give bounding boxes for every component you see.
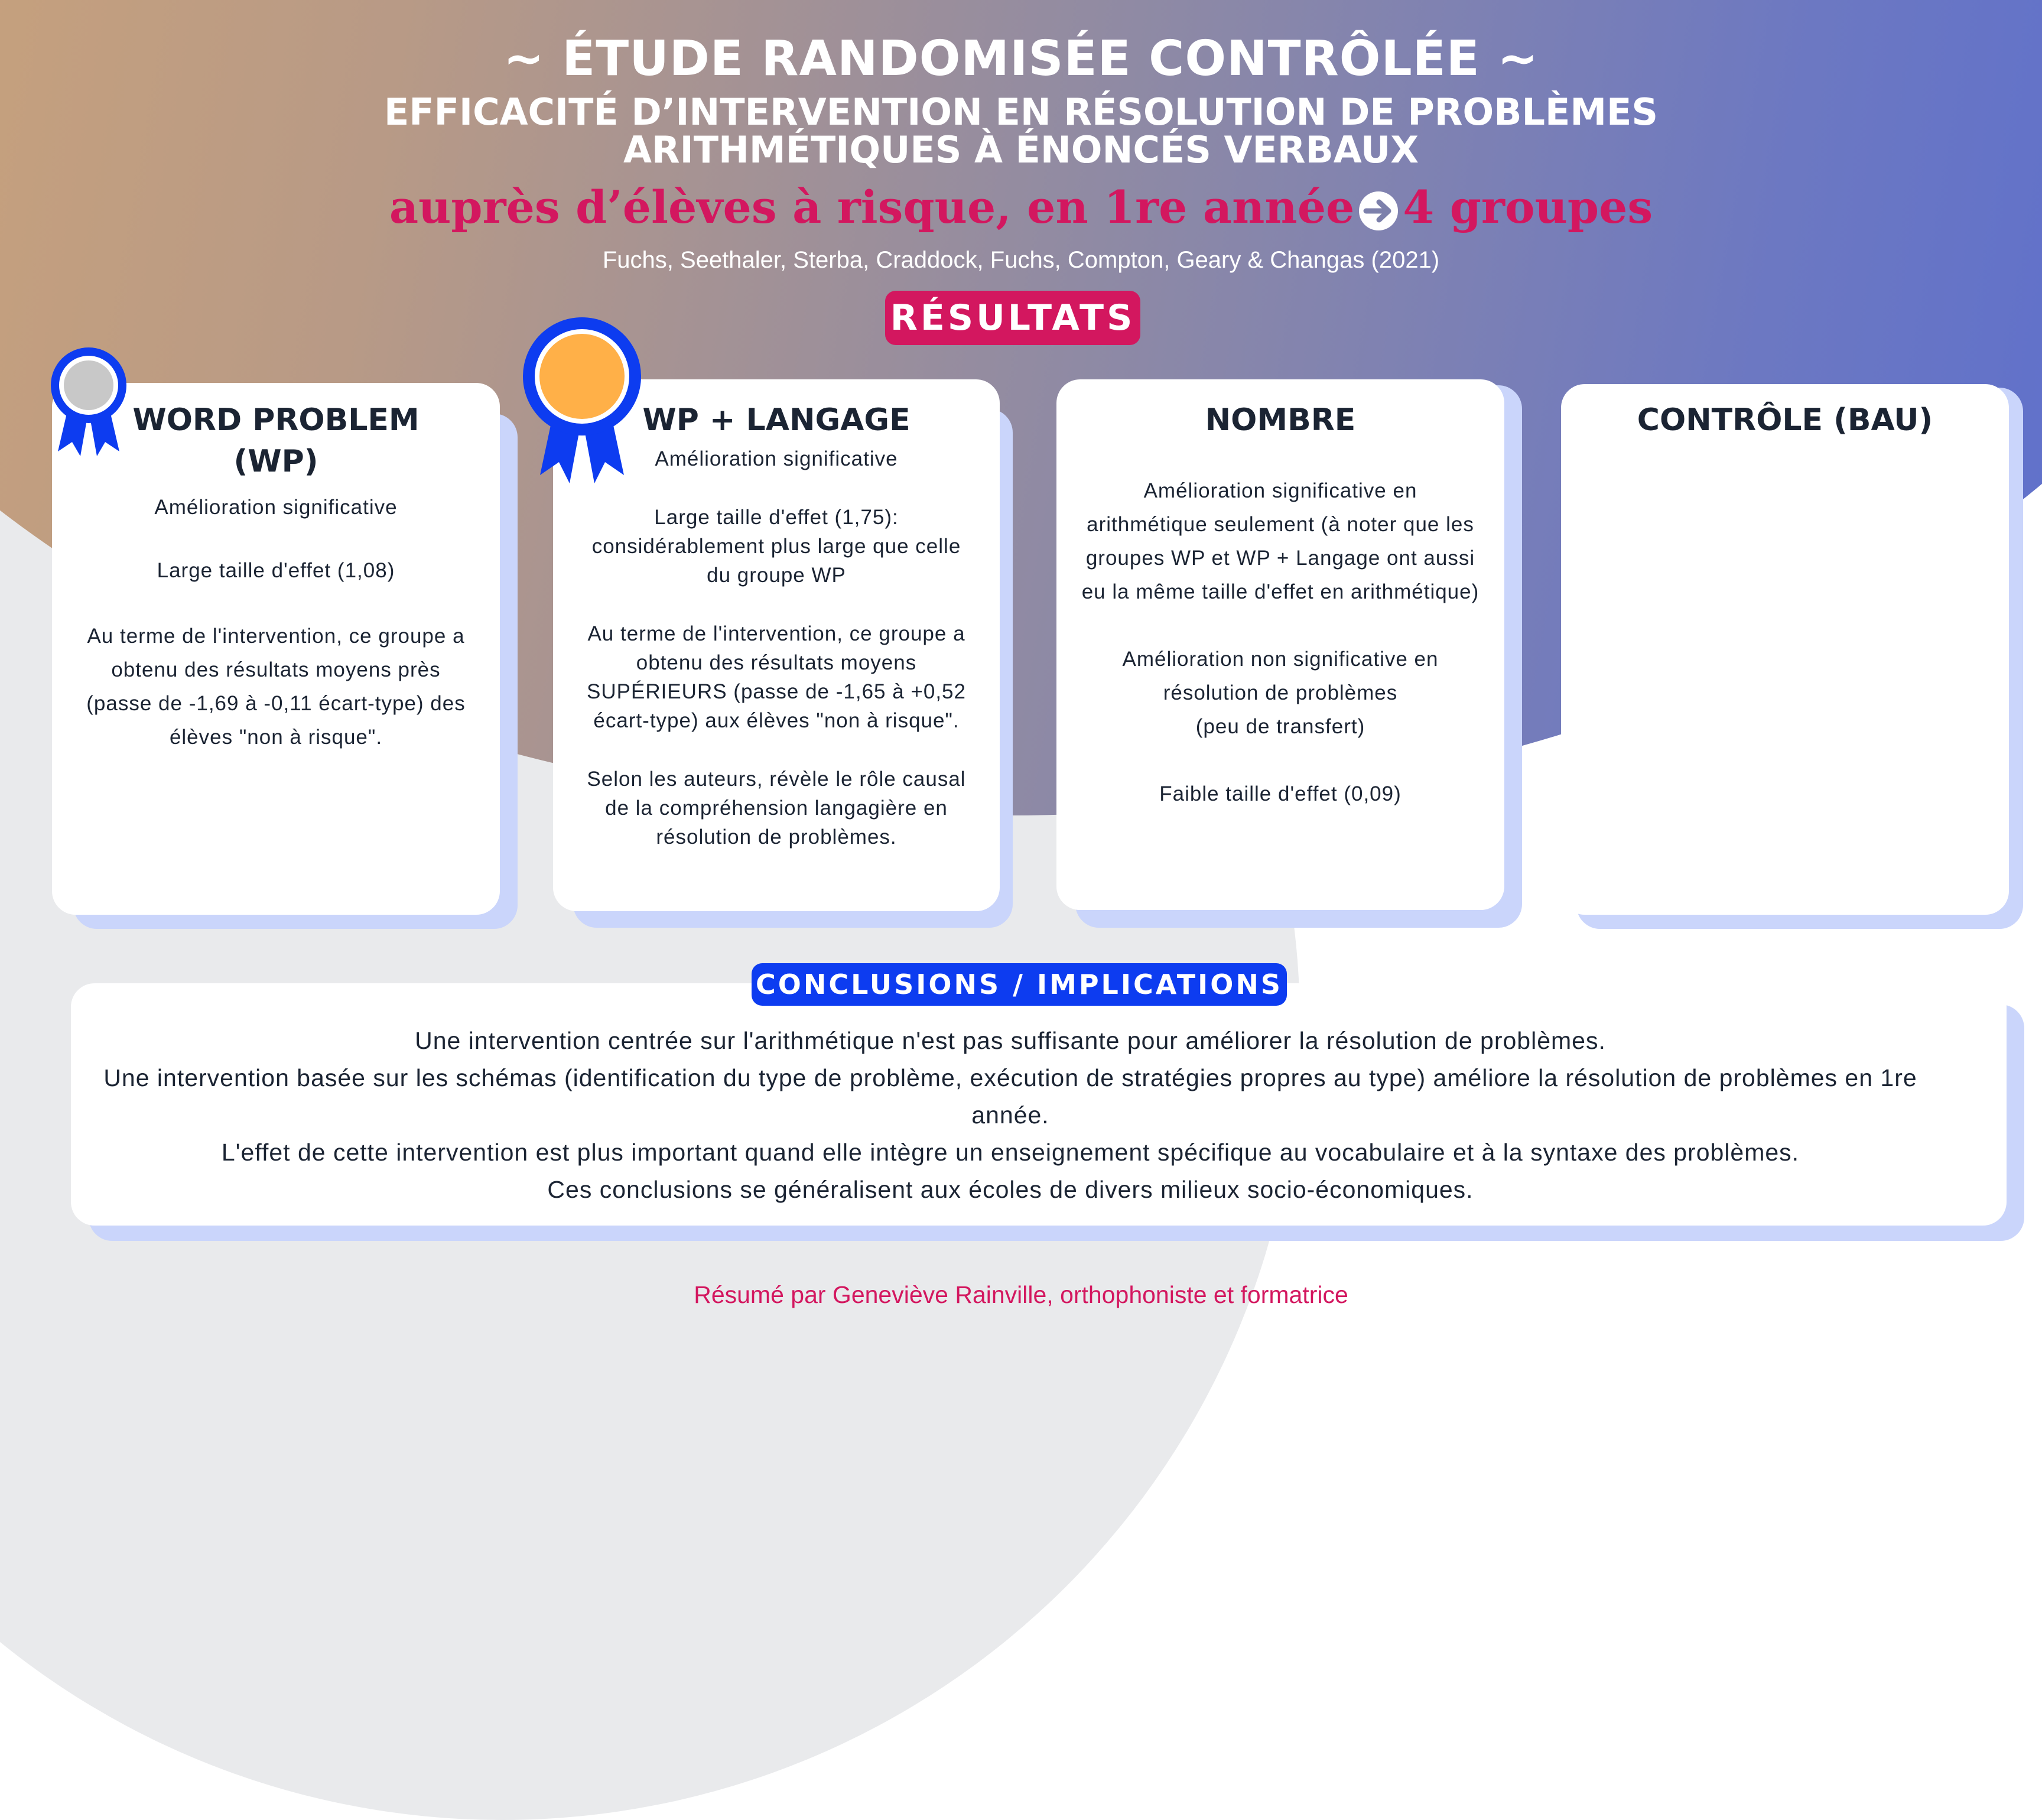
card-paragraph: Large taille d'effet (1,75): considérablement plus large que celle du groupe WP	[591, 506, 961, 587]
authors-citation: Fuchs, Seethaler, Sterba, Craddock, Fuchs, Compton, Geary & Changas (2021)	[602, 247, 1440, 273]
card-body	[76, 493, 476, 754]
subtitle-line-1: EFFICACITÉ D’INTERVENTION EN RÉSOLUTION DE PROBLÈMES	[383, 90, 1659, 134]
conclusion-line: Une intervention basée sur les schémas (identification du type de problème, exécution de stratégies propres au type) améliore la résolution de problèmes en 1re année.	[103, 1064, 1917, 1129]
card-paragraph-line: (peu de transfert)	[1195, 715, 1365, 738]
card-title: WP + LANGAGE	[642, 402, 911, 438]
conclusion-line: L'effet de cette intervention est plus important quand elle intègre un enseignement spécifique au vocabulaire et à la syntaxe des problèmes.	[221, 1139, 1800, 1166]
population-text: auprès d’élèves à risque, en 1re année	[389, 181, 1355, 233]
card-paragraph: Faible taille d'effet (0,09)	[1159, 782, 1402, 805]
results-label: RÉSULTATS	[885, 291, 1140, 345]
card-paragraph: Au terme de l'intervention, ce groupe a obtenu des résultats moyens SUPÉRIEURS (passe de -1,65 à +0,52 écart-type) aux élèves "non à risque".	[587, 622, 966, 732]
conclusions-text	[95, 1022, 1926, 1208]
card-body	[577, 444, 976, 852]
subtitle-line-2: ARITHMÉTIQUES À ÉNONCÉS VERBAUX	[623, 128, 1419, 171]
card-title-line-2: (WP)	[233, 444, 318, 479]
card-title-line-1: WORD PROBLEM	[132, 402, 420, 438]
page-subtitle	[0, 90, 2042, 171]
card-paragraph: Selon les auteurs, révèle le rôle causal de la compréhension langagière en résolution de problèmes.	[587, 768, 966, 849]
conclusion-line: Une intervention centrée sur l'arithmétique n'est pas suffisante pour améliorer la résolution de problèmes.	[415, 1027, 1606, 1054]
card-paragraph: Large taille d'effet (1,08)	[157, 559, 395, 582]
card-paragraph: Au terme de l'intervention, ce groupe a obtenu des résultats moyens près (passe de -1,69 à -0,11 écart-type) des élèves "non à risque".	[86, 625, 466, 749]
conclusions-label: CONCLUSIONS / IMPLICATIONS	[752, 963, 1287, 1006]
groups-text: 4 groupes	[1403, 181, 1653, 233]
gold-medal-ribbon-icon	[520, 314, 644, 486]
card-title: NOMBRE	[1205, 402, 1356, 438]
arrow-right-icon	[1358, 190, 1399, 232]
card-paragraph: Amélioration significative	[154, 496, 398, 519]
card-title: CONTRÔLE (BAU)	[1637, 402, 1933, 438]
card-word-problem	[52, 383, 500, 915]
card-body	[1080, 474, 1481, 811]
conclusion-line: Ces conclusions se généralisent aux écoles de divers milieux socio-économiques.	[547, 1176, 1474, 1203]
footer-credit: Résumé par Geneviève Rainville, orthophoniste et formatrice	[694, 1281, 1348, 1308]
silver-medal-ribbon-icon	[50, 346, 128, 459]
population-line	[0, 181, 2042, 233]
card-paragraph	[1080, 642, 1481, 743]
card-paragraph-line: Amélioration non significative en résolution de problèmes	[1122, 648, 1439, 704]
card-controle	[1561, 384, 2009, 915]
card-paragraph: Amélioration significative	[655, 447, 898, 470]
card-paragraph: Amélioration significative en arithmétique seulement (à noter que les groupes WP et WP + Langage ont aussi eu la même taille d'effet en arithmétique)	[1081, 479, 1480, 603]
card-nombre	[1056, 379, 1504, 910]
page-title: ~ ÉTUDE RANDOMISÉE CONTRÔLÉE ~	[503, 31, 1539, 87]
